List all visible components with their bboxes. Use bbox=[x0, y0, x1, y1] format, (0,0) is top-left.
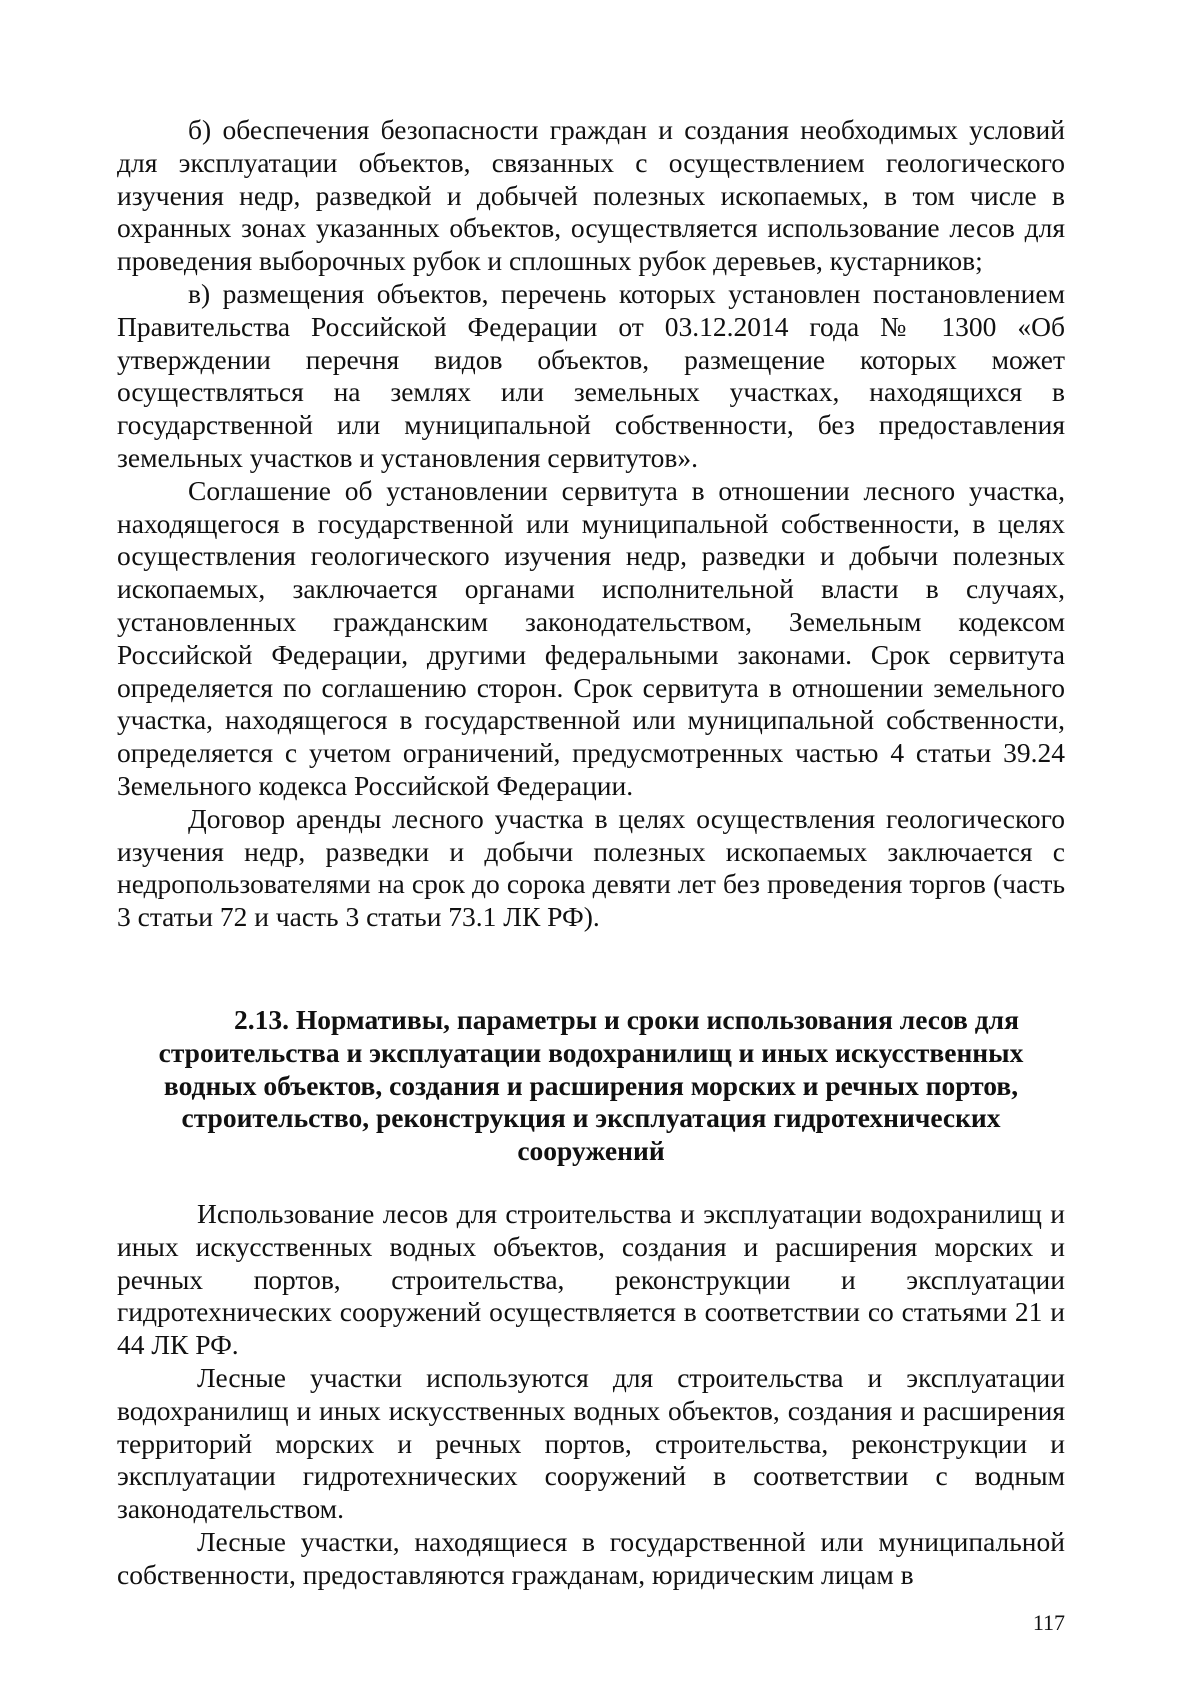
paragraph-forest-plots-used: Лесные участки используются для строительства и эксплуатации водохранилищ и иных искусственных водных объектов, создания и расширения территорий морских и речных портов, строительства, реконструкции и эксплуатации гидротехнических сооружений в соответствии с водным законодательством. bbox=[117, 1361, 1065, 1525]
section-number: 2.13. bbox=[234, 1004, 290, 1035]
text-block-bottom bbox=[117, 1198, 1065, 1592]
paragraph-item-b: б) обеспечения безопасности граждан и создания необходимых условий для эксплуатации объектов, связанных с осуществлением геологического изучения недр, разведкой и добычей полезных ископаемых, в том числе в охранных зонах указанных объектов, осуществляется использование лесов для проведения выборочных рубок и сплошных рубок деревьев, кустарников; bbox=[117, 114, 1065, 277]
paragraph-forest-use: Использование лесов для строительства и эксплуатации водохранилищ и иных искусственных водных объектов, создания и расширения морских и речных портов, строительства, реконструкции и эксплуатации гидротехнических сооружений осуществляется в соответствии со статьями 21 и 44 ЛК РФ. bbox=[117, 1198, 1065, 1361]
page-number: 117 bbox=[1032, 1610, 1065, 1635]
paragraph-forest-plots-provided: Лесные участки, находящиеся в государственной или муниципальной собственности, предоставляются гражданам, юридическим лицам в bbox=[117, 1525, 1065, 1590]
text-block-top bbox=[117, 114, 1065, 934]
paragraph-item-v: в) размещения объектов, перечень которых установлен постановлением Правительства Российской Федерации от 03.12.2014 года № 1300 «Об утверждении перечня видов объектов, размещение которых может осуществляться на землях или земельных участках, находящихся в государственной или муниципальной собственности, без предоставления земельных участков и установления сервитутов». bbox=[117, 277, 1065, 473]
section-heading bbox=[117, 1004, 1065, 1168]
paragraph-servitude-agreement: Соглашение об установлении сервитута в отношении лесного участка, находящегося в государственной или муниципальной собственности, в целях осуществления геологического изучения недр, разведки и добычи полезных ископаемых, заключается органами исполнительной власти в случаях, установленных гражданским законодательством, Земельным кодексом Российской Федерации, другими федеральными законами. Срок сервитута определяется по соглашению сторон. Срок сервитута в отношении земельного участка, находящегося в государственной или муниципальной собственности, определяется с учетом ограничений, предусмотренных частью 4 статьи 39.24 Земельного кодекса Российской Федерации. bbox=[117, 474, 1065, 801]
section-title: Нормативы, параметры и сроки использования лесов для строительства и эксплуатации водохранилищ и иных искусственных водных объектов, создания и расширения морских и речных портов, строительство, реконструкция и эксплуатация гидротехнических сооружений bbox=[158, 1004, 1024, 1167]
paragraph-lease-agreement: Договор аренды лесного участка в целях осуществления геологического изучения недр, разведки и добычи полезных ископаемых заключается с недропользователями на срок до сорока девяти лет без проведения торгов (часть 3 статьи 72 и часть 3 статьи 73.1 ЛК РФ). bbox=[117, 802, 1065, 933]
